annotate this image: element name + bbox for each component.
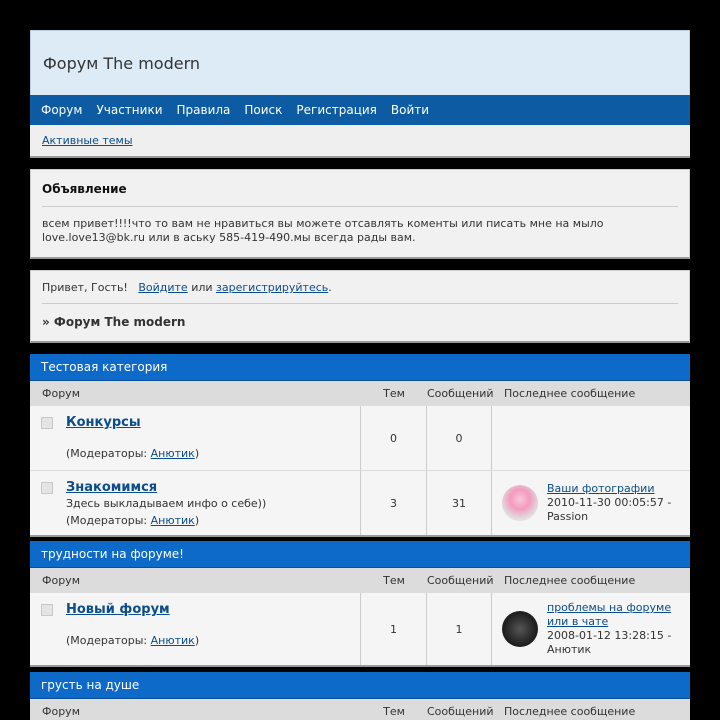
category-title: грусть на душе [30,672,690,699]
breadcrumb: » Форум The modern [42,315,186,329]
last-post-cell [492,471,690,535]
forum-cell [30,593,361,665]
col-posts: Сообщений [427,573,494,587]
forum-status-icon [41,482,53,494]
greeting-line [42,281,678,304]
topics-count: 3 [361,471,427,535]
posts-count: 31 [427,471,492,535]
col-forum: Форум [42,573,80,587]
col-topics: Тем [383,704,405,718]
register-link[interactable]: зарегистрируйтесь [216,281,329,294]
nav-search[interactable]: Поиск [244,103,283,117]
forum-row [30,592,690,665]
forum-moderators [66,634,350,648]
moderators-label: (Модераторы: [66,634,148,647]
user-avatar[interactable] [502,611,538,647]
greeting-text: Привет, Гость! [42,281,128,294]
announcement-title: Объявление [42,182,678,207]
category-sadness [30,672,690,720]
forum-row [30,470,690,535]
last-post-date: 2010-11-30 00:05:57 - [547,496,672,509]
nav-login[interactable]: Войти [390,103,430,117]
last-post-cell [492,593,690,665]
active-topics-link[interactable]: Активные темы [42,134,133,147]
forum-row [30,405,690,470]
col-posts: Сообщений [427,386,494,400]
last-post-cell [492,406,690,470]
category-test [30,354,690,537]
user-avatar[interactable] [502,485,538,521]
or-text: или [191,281,213,294]
moderator-link[interactable]: Анютик [150,514,195,527]
last-post-author: Passion [547,510,589,523]
col-last-post: Последнее сообщение [504,704,636,718]
column-headers [30,381,690,405]
category-title: Тестовая категория [30,354,690,381]
col-last-post: Последнее сообщение [504,573,636,587]
moderators-close: ) [194,634,200,647]
moderator-link[interactable]: Анютик [150,634,195,647]
moderators-label: (Модераторы: [66,514,148,527]
forum-link[interactable]: Знакомимся [66,480,158,495]
posts-count: 1 [427,593,492,665]
category-problems [30,541,690,667]
announcement-text: всем привет!!!!что то вам не нравиться вы можете отсавлять коменты или писать мне на мыло love.love13@bk.ru или в аську 585-419-490.мы всегда рады вам. [42,217,604,244]
col-last-post: Последнее сообщение [504,386,636,400]
col-forum: Форум [42,704,80,718]
column-headers [30,568,690,592]
category-title: трудности на форуме! [30,541,690,568]
moderators-close: ) [194,514,200,527]
col-posts: Сообщений [427,704,494,718]
col-forum: Форум [42,386,80,400]
site-title: Форум The modern [43,53,200,73]
title-bar [30,30,690,95]
forum-moderators [66,447,350,461]
nav-forum[interactable]: Форум [41,103,83,117]
forum-status-icon [41,604,53,616]
forum-status-icon [41,417,53,429]
login-link[interactable]: Войдите [138,281,188,294]
nav-register[interactable]: Регистрация [296,103,377,117]
forum-moderators [66,514,350,528]
last-topic-link[interactable]: Ваши фотографии [547,482,655,495]
nav-members[interactable]: Участники [96,103,163,117]
moderator-link[interactable]: Анютик [150,447,195,460]
last-post-info [547,482,671,524]
announcement-box [30,169,690,259]
forum-header [30,30,690,158]
welcome-box [30,270,690,343]
sub-links [30,125,690,156]
main-nav [30,95,690,125]
last-post-author: Анютик [547,643,592,656]
posts-count: 0 [427,406,492,470]
last-topic-link[interactable]: проблемы на форуме или в чате [547,601,672,628]
forum-cell [30,406,361,470]
col-topics: Тем [383,573,405,587]
last-post-date: 2008-01-12 13:28:15 - [547,629,672,642]
topics-count: 0 [361,406,427,470]
column-headers [30,699,690,720]
last-post-info [547,601,690,657]
col-topics: Тем [383,386,405,400]
period-text: . [328,281,332,294]
nav-rules[interactable]: Правила [176,103,231,117]
moderators-close: ) [194,447,200,460]
forum-cell [30,471,361,535]
forum-link[interactable]: Новый форум [66,602,170,617]
topics-count: 1 [361,593,427,665]
forum-link[interactable]: Конкурсы [66,415,141,430]
moderators-label: (Модераторы: [66,447,148,460]
forum-description: Здесь выкладываем инфо о себе)) [66,497,267,510]
